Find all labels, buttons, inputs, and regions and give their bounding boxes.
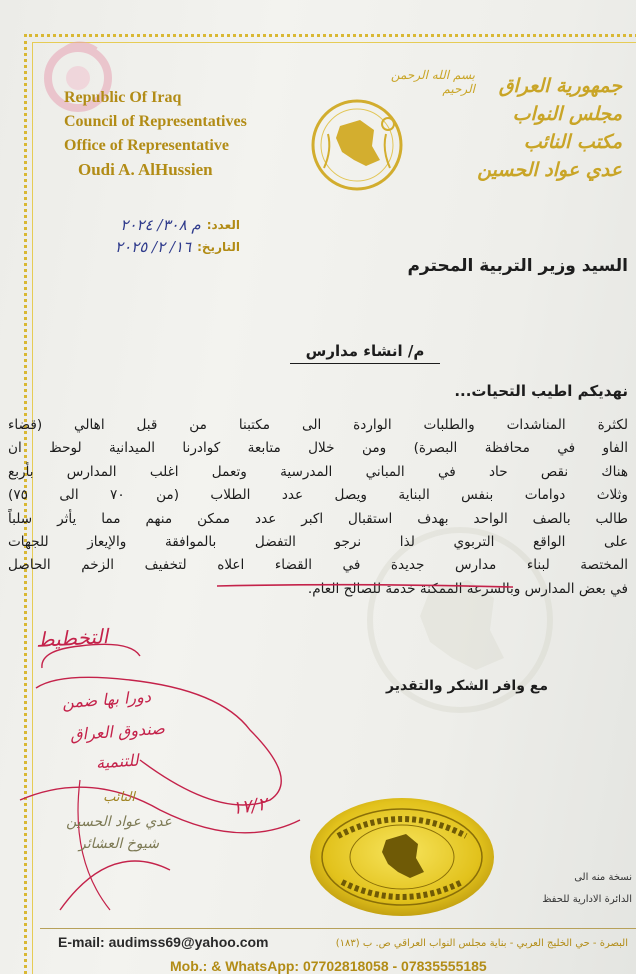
office-name-arabic: مكتب النائب — [523, 131, 622, 153]
english-letterhead — [64, 86, 264, 182]
handwritten-note-line3: صندوق العراق — [69, 718, 166, 745]
arabic-letterhead — [462, 72, 622, 184]
reference-block — [60, 214, 240, 258]
signature-title: النائب — [103, 790, 135, 805]
representative-name: Oudi A. AlHussien — [78, 160, 213, 179]
copy-to-heading: نسخة منه الى — [574, 872, 632, 883]
number-label: العدد: — [206, 218, 240, 232]
date-value: ١٦/ ٢/ ٢٠٢٥ — [115, 238, 192, 256]
handwritten-note-line4: للتنمية — [95, 750, 140, 773]
letter-body — [8, 414, 628, 601]
footer-email: E-mail: audimss69@yahoo.com — [58, 934, 269, 950]
date-row — [60, 236, 240, 258]
handwritten-note-line2: دورا بها ضمن — [61, 686, 152, 713]
signature-name: عدي عواد الحسين — [66, 814, 172, 830]
country-name: Republic Of Iraq — [64, 89, 182, 106]
handwritten-scribble — [0, 610, 360, 930]
council-name-arabic: مجلس النواب — [512, 103, 622, 125]
body-line: هناك نقص حاد في المباني المدرسية وتعمل اغلب المدارس بأربع — [8, 463, 628, 480]
body-line: لكثرة المناشدات والطلبات الواردة الى مكتبنا من قبل اهالي (قضاء — [8, 417, 628, 433]
country-name-arabic: جمهورية العراق — [498, 75, 622, 97]
body-line: طالب بالصف الواحد بهدف استقبال اكبر عدد ممكن منهم مما يأثر سلباً — [8, 510, 628, 527]
subject-line: م/ انشاء مدارس — [290, 342, 440, 364]
body-line: في بعض المدارس وبالسرعة الممكنة خدمة للصالح العام. — [307, 580, 628, 597]
office-name: Office of Representative — [64, 137, 229, 154]
body-line: على الواقع التربوي لذا نرجو التفضل بالموافقة والإيعاز للجهات — [8, 534, 628, 551]
body-line: المختصة لبناء مدارس جديدة في القضاء اعلاه لتخفيف الزخم الحاصل — [8, 557, 628, 574]
body-line: وثلاث دوامات بنفس البناية ويصل عدد الطلاب (من ٧٠ الى ٧٥) — [8, 487, 628, 504]
footer-address: البصرة - حي الخليج العربي - بناية مجلس النواب العراقي ص. ب (١٨٣) — [335, 938, 628, 949]
copy-to-recipient: الدائرة الادارية للحفظ — [542, 894, 632, 905]
representative-name-arabic: عدي عواد الحسين — [477, 159, 622, 181]
body-line: الفاو في محافظة البصرة) ومن خلال متابعة كوادرنا الميدانية لوحظ ان — [8, 440, 628, 457]
signature-block — [64, 790, 174, 855]
footer-mobile: Mob.: & WhatsApp: 07702818058 - 07835555185 — [170, 958, 487, 974]
gold-official-seal-icon — [308, 796, 496, 918]
footer-divider — [40, 928, 636, 929]
closing-line: مع وافر الشكر والتقدير — [386, 678, 548, 694]
basmala: بسم الله الرحمن الرحيم — [390, 68, 475, 96]
greeting: نهديكم اطيب التحيات... — [454, 382, 628, 400]
addressee: السيد وزير التربية المحترم — [407, 256, 628, 276]
copy-to-block — [542, 872, 632, 916]
number-row — [60, 214, 240, 236]
date-label: التاريخ: — [197, 240, 240, 254]
council-name: Council of Representatives — [64, 113, 247, 130]
handwritten-note-planning: التخطيط — [35, 624, 109, 652]
signature-committee: شيوخ العشائر — [79, 836, 159, 852]
handwritten-date: ١٧/٢ — [230, 793, 269, 820]
number-value: م ٣٠٨/ ٢٠٢٤ — [120, 216, 201, 234]
iraq-map-emblem-icon — [302, 90, 412, 200]
red-pen-underline — [215, 582, 515, 590]
